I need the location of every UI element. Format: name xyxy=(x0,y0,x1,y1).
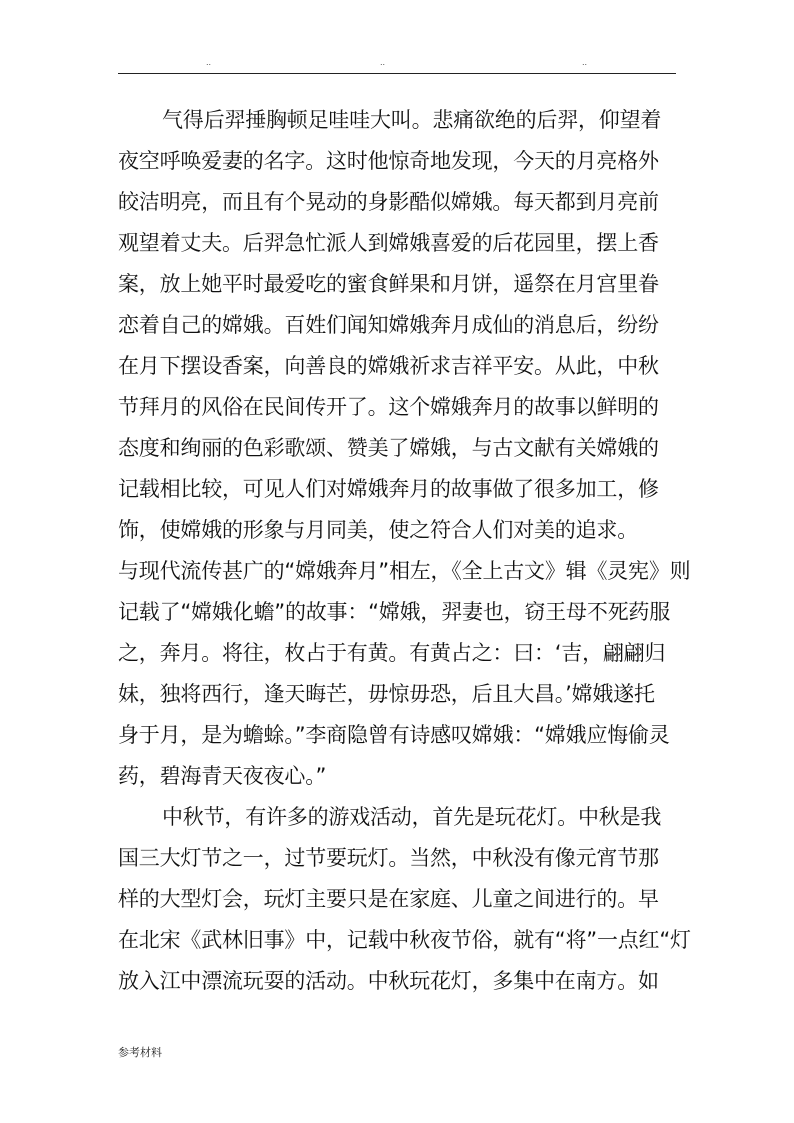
header-mark-center: .. xyxy=(380,58,386,67)
text-line: 之，奔月。将往，枚占于有黄。有黄占之：曰：‘吉，翩翩归 xyxy=(118,641,666,665)
text-line: 放入江中漂流玩耍的活动。中秋玩花灯，多集中在南方。如 xyxy=(118,969,659,993)
document-body xyxy=(118,100,691,1002)
text-line: 身于月，是为蟾蜍。”李商隐曾有诗感叹嫦娥：“嫦娥应悔偷灵 xyxy=(118,723,670,747)
text-line: 恋着自己的嫦娥。百姓们闻知嫦娥奔月成仙的消息后，纷纷 xyxy=(118,313,659,337)
text-line: 饰，使嫦娥的形象与月同美，使之符合人们对美的追求。 xyxy=(118,518,638,542)
text-line: 观望着丈夫。后羿急忙派人到嫦娥喜爱的后花园里，摆上香 xyxy=(118,231,659,255)
header-mark-left: .. xyxy=(206,58,212,67)
text-line: 记载相比较，可见人们对嫦娥奔月的故事做了很多加工，修 xyxy=(118,477,659,501)
text-line: 气得后羿捶胸顿足哇哇大叫。悲痛欲绝的后羿，仰望着 xyxy=(162,108,662,132)
text-line: 节拜月的风俗在民间传开了。这个嫦娥奔月的故事以鲜明的 xyxy=(118,395,659,419)
text-line: 与现代流传甚广的“嫦娥奔月”相左，《全上古文》辑《灵宪》则 xyxy=(118,559,691,583)
text-line: 态度和绚丽的色彩歌颂、赞美了嫦娥，与古文献有关嫦娥的 xyxy=(118,436,659,460)
text-line: 在北宋《武林旧事》中，记载中秋夜节俗，就有“将”一点红“灯 xyxy=(118,928,691,952)
text-line: 皎洁明亮，而且有个晃动的身影酷似嫦娥。每天都到月亮前 xyxy=(118,190,659,214)
header-mark-right: .. xyxy=(582,58,588,67)
text-line: 样的大型灯会，玩灯主要只是在家庭、儿童之间进行的。早 xyxy=(118,887,659,911)
footer-label: 参考材料 xyxy=(118,1046,162,1059)
text-line: 国三大灯节之一，过节要玩灯。当然，中秋没有像元宵节那 xyxy=(118,846,659,870)
text-line: 案，放上她平时最爱吃的蜜食鲜果和月饼，遥祭在月宫里眷 xyxy=(118,272,659,296)
text-line: 妹，独将西行，逢天晦芒，毋惊毋恐，后且大昌。’嫦娥遂托 xyxy=(118,682,655,706)
paragraph-lantern-games xyxy=(118,797,691,1002)
text-line: 药，碧海青天夜夜心。” xyxy=(118,764,327,788)
text-line: 在月下摆设香案，向善良的嫦娥祈求吉祥平安。从此，中秋 xyxy=(118,354,659,378)
text-line: 中秋节，有许多的游戏活动，首先是玩花灯。中秋是我 xyxy=(162,805,662,829)
page-header xyxy=(118,58,676,74)
text-line: 记载了“嫦娥化蟾”的故事：“嫦娥，羿妻也，窃王母不死药服 xyxy=(118,600,671,624)
text-line: 夜空呼唤爱妻的名字。这时他惊奇地发现，今天的月亮格外 xyxy=(118,149,659,173)
paragraph-moon-legend xyxy=(118,100,691,797)
